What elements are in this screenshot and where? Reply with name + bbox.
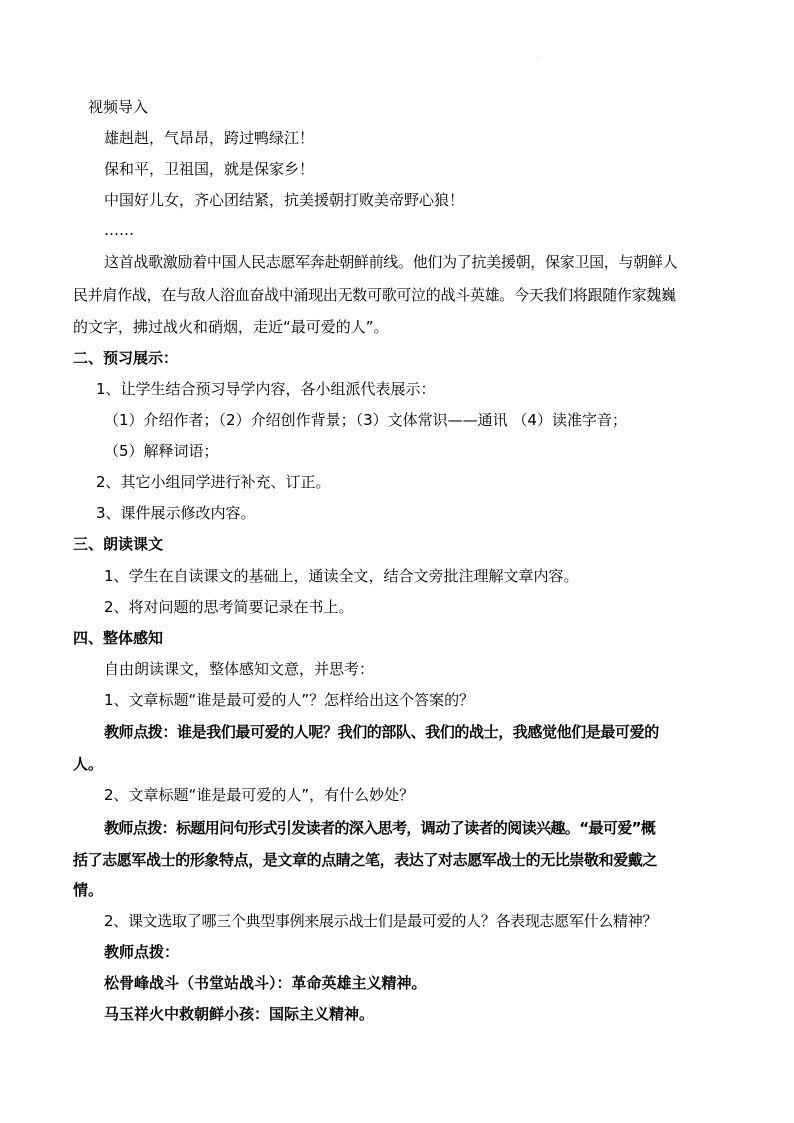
teacher-note-2-line: 括了志愿军战士的形象特点，是文章的点睛之笔，表达了对志愿军战士的无比崇敬和爱戴之 — [73, 851, 658, 869]
song-line: 保和平，卫祖国，就是保家乡！ — [104, 160, 315, 178]
teacher-note-1-line: 教师点拨：谁是我们最可爱的人呢？我们的部队、我们的战士，我感觉他们是最可爱的 — [104, 723, 659, 741]
preview-item-2: 2、其它小组同学进行补充、订正。 — [96, 473, 331, 491]
section-heading-preview: 二、预习展示： — [73, 349, 179, 367]
teacher-note-2-line: 教师点拨：标题用问句形式引发读者的深入思考，调动了读者的阅读兴趣。“最可爱”概 — [104, 819, 656, 837]
intro-paragraph-line: 这首战歌激励着中国人民志愿军奔赴朝鲜前线。他们为了抗美援朝，保家卫国，与朝鲜人 — [104, 253, 678, 271]
song-line: …… — [104, 221, 134, 239]
intro-heading: 视频导入 — [88, 98, 149, 116]
example-item-2: 马玉祥火中救朝鲜小孩：国际主义精神。 — [104, 1005, 375, 1023]
question-3: 2、课文选取了哪三个典型事例来展示战士们是最可爱的人？各表现志愿军什么精神？ — [104, 912, 658, 930]
question-2: 2、文章标题“谁是最可爱的人”，有什么妙处？ — [104, 786, 415, 804]
page-marker: · — [537, 55, 539, 62]
intro-paragraph-line: 的文字，拂过战火和硝烟，走近“最可爱的人”。 — [73, 318, 389, 336]
question-1: 1、文章标题“谁是最可爱的人”？怎样给出这个答案的？ — [104, 691, 475, 709]
teacher-note-2-line: 情。 — [73, 881, 104, 899]
section-heading-reading: 三、朗读课文 — [73, 535, 164, 553]
overview-intro: 自由朗读课文，整体感知文意，并思考： — [104, 660, 375, 678]
teacher-note-1-line: 人。 — [73, 755, 104, 773]
teacher-note-3-label: 教师点拨： — [104, 943, 180, 961]
song-line: 中国好儿女，齐心团结紧，抗美援朝打败美帝野心狼！ — [104, 191, 465, 209]
preview-item-1: 1、让学生结合预习导学内容，各小组派代表展示： — [96, 380, 436, 398]
preview-item-3: 3、课件展示修改内容。 — [96, 504, 256, 522]
intro-paragraph-line: 民并肩作战，在与敌人浴血奋战中涌现出无数可歌可泣的战斗英雄。今天我们将跟随作家魏巍 — [73, 286, 676, 304]
example-item-1: 松骨峰战斗（书堂站战斗）：革命英雄主义精神。 — [104, 974, 427, 992]
preview-subitems-2: （5）解释词语； — [104, 442, 219, 460]
section-heading-overview: 四、整体感知 — [73, 629, 164, 647]
song-line: 雄赳赳，气昂昂，跨过鸭绿江！ — [104, 129, 315, 147]
reading-item-2: 2、将对问题的思考简要记录在书上。 — [104, 598, 354, 616]
reading-item-1: 1、学生在自读课文的基础上，通读全文，结合文旁批注理解文章内容。 — [104, 567, 579, 585]
preview-subitems-1: （1）介绍作者；（2）介绍创作背景；（3）文体常识——通讯 （4）读准字音； — [104, 411, 627, 429]
